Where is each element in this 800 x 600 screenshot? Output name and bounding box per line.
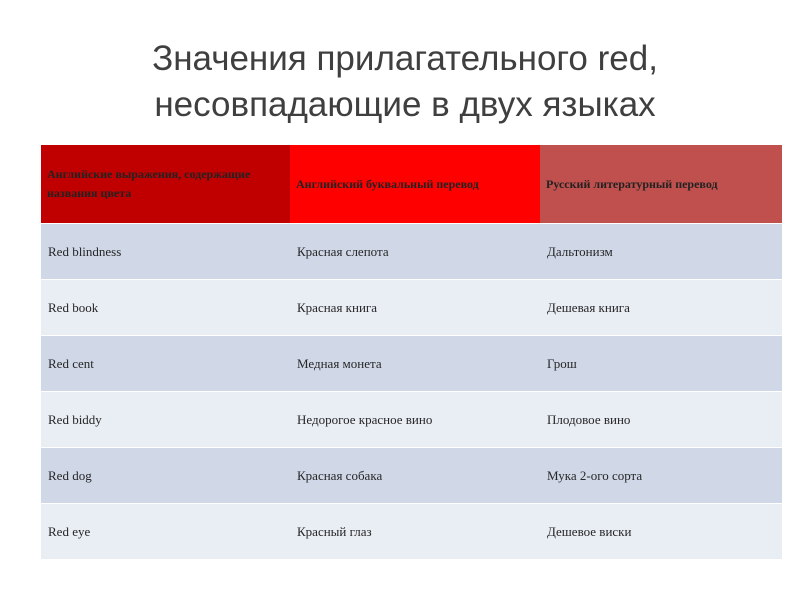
cell-literary: Плодовое вино xyxy=(540,392,782,448)
table-row xyxy=(41,224,782,280)
cell-literal: Красная книга xyxy=(290,280,540,336)
header-literary-translation: Русский литературный перевод xyxy=(540,145,782,224)
table-row xyxy=(41,504,782,560)
cell-english: Red book xyxy=(41,280,290,336)
table-row xyxy=(41,280,782,336)
cell-english: Red eye xyxy=(41,504,290,560)
table-row xyxy=(41,336,782,392)
cell-english: Red dog xyxy=(41,448,290,504)
title-line-1: Значения прилагательного red, xyxy=(152,39,658,78)
cell-english: Red cent xyxy=(41,336,290,392)
cell-english: Red blindness xyxy=(41,224,290,280)
cell-literal: Медная монета xyxy=(290,336,540,392)
cell-literary: Грош xyxy=(540,336,782,392)
cell-english: Red biddy xyxy=(41,392,290,448)
table-row xyxy=(41,392,782,448)
header-literal-translation: Английский буквальный перевод xyxy=(290,145,540,224)
cell-literary: Дешевая книга xyxy=(540,280,782,336)
cell-literary: Дальтонизм xyxy=(540,224,782,280)
table-header-row xyxy=(41,145,782,224)
header-english-expressions: Английские выражения, содержащие названия цвета xyxy=(41,145,290,224)
cell-literal: Красная слепота xyxy=(290,224,540,280)
cell-literal: Красная собака xyxy=(290,448,540,504)
table-row xyxy=(41,448,782,504)
slide-title xyxy=(60,36,750,128)
translation-table xyxy=(41,145,782,559)
cell-literary: Дешевое виски xyxy=(540,504,782,560)
cell-literal: Красный глаз xyxy=(290,504,540,560)
cell-literary: Мука 2-ого сорта xyxy=(540,448,782,504)
title-line-2: несовпадающие в двух языках xyxy=(154,85,656,124)
cell-literal: Недорогое красное вино xyxy=(290,392,540,448)
